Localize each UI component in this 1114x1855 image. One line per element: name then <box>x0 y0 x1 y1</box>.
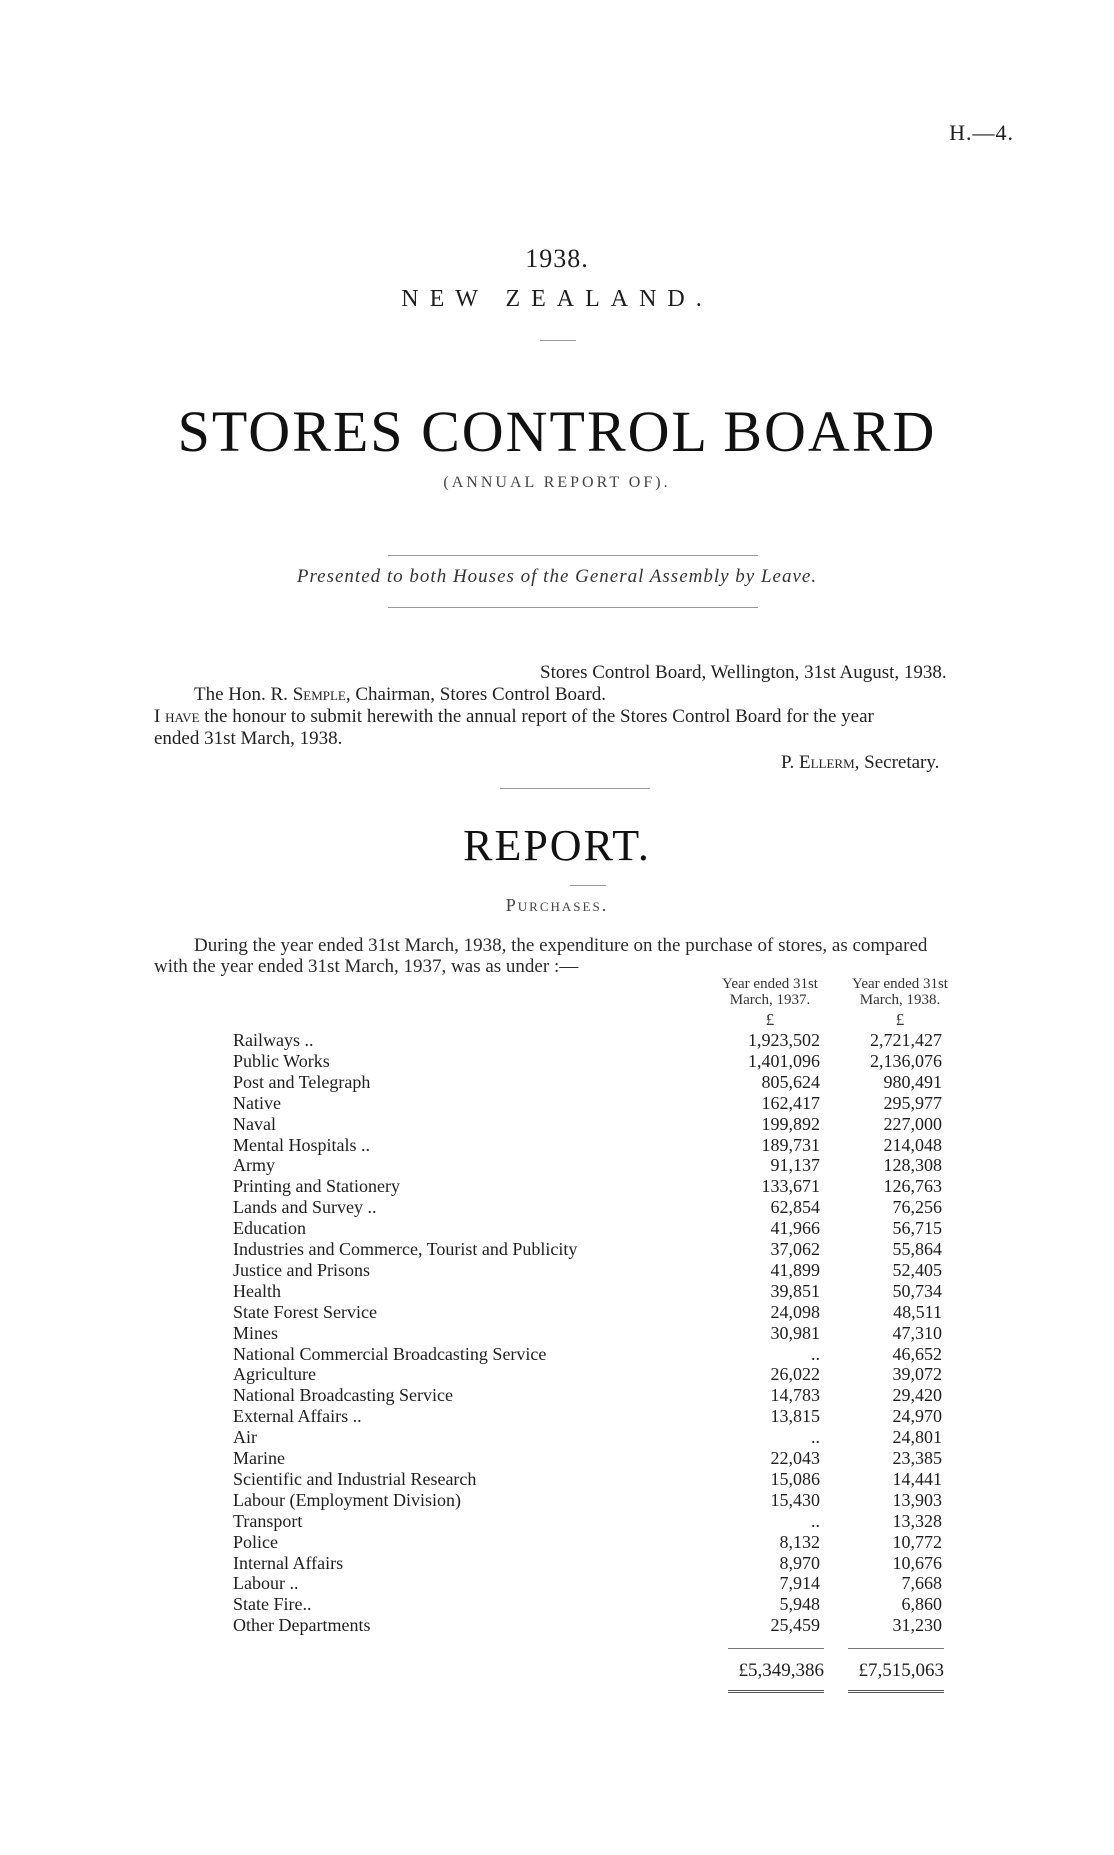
table-row <box>0 1406 1114 1427</box>
department-name: State Forest Service <box>233 1301 377 1322</box>
table-row <box>0 1573 1114 1594</box>
table-row <box>0 1197 1114 1218</box>
value-1938: 56,715 <box>892 1218 942 1239</box>
addressee-prefix: The Hon. R. <box>194 684 288 705</box>
table-row <box>0 1385 1114 1406</box>
table-row <box>0 1469 1114 1490</box>
value-1937: 8,132 <box>779 1531 820 1552</box>
department-name: External Affairs .. <box>233 1406 362 1427</box>
table-row <box>0 1448 1114 1469</box>
value-1938: 13,903 <box>892 1489 942 1510</box>
value-1937: 39,851 <box>770 1280 820 1301</box>
double-rule-1937 <box>728 1690 824 1693</box>
department-name: Mental Hospitals .. <box>233 1134 370 1155</box>
value-1937: 91,137 <box>770 1155 820 1176</box>
table-row <box>0 1155 1114 1176</box>
department-name: Post and Telegraph <box>233 1071 371 1092</box>
table-row <box>0 1030 1114 1051</box>
page-reference: H.—4. <box>949 120 1014 145</box>
letter-dateline: Stores Control Board, Wellington, 31st August, 1938. <box>540 662 947 683</box>
value-1938: 980,491 <box>883 1071 942 1092</box>
publication-year: 1938. <box>525 244 589 273</box>
value-1937: 37,062 <box>770 1239 820 1259</box>
department-name: National Commercial Broadcasting Service <box>233 1343 547 1364</box>
value-1938: 23,385 <box>892 1448 942 1468</box>
table-row <box>0 1594 1114 1615</box>
report-heading: REPORT. <box>463 821 651 870</box>
department-name: Agriculture <box>233 1364 316 1385</box>
country-heading: NEW ZEALAND. <box>401 286 713 312</box>
intro-line-2: with the year ended 31st March, 1937, was as under :— <box>154 956 579 977</box>
value-1937: 1,923,502 <box>748 1030 820 1050</box>
table-row <box>0 1323 1114 1344</box>
table-row <box>0 1553 1114 1574</box>
value-1938: 46,652 <box>892 1343 942 1364</box>
value-1937: .. <box>811 1343 820 1364</box>
value-1937: 26,022 <box>770 1364 820 1385</box>
value-1937: 7,914 <box>779 1573 820 1594</box>
total-rule-1938 <box>848 1648 944 1649</box>
department-name: Public Works <box>233 1050 330 1071</box>
department-name: Labour .. <box>233 1573 299 1594</box>
table-row <box>0 1114 1114 1135</box>
value-1937: 133,671 <box>761 1176 820 1197</box>
value-1937: 13,815 <box>770 1406 820 1427</box>
value-1938: 126,763 <box>883 1176 942 1197</box>
department-name: Printing and Stationery <box>233 1176 400 1197</box>
table-row <box>0 1615 1114 1636</box>
letter-addressee <box>194 684 606 706</box>
total-1937: £5,349,386 <box>738 1660 824 1681</box>
value-1938: 14,441 <box>892 1468 942 1489</box>
table-row <box>0 1532 1114 1553</box>
table-row <box>0 1344 1114 1365</box>
table-row <box>0 1176 1114 1197</box>
department-name: Other Departments <box>233 1615 371 1636</box>
value-1938: 13,328 <box>892 1510 942 1531</box>
table-row <box>0 1093 1114 1114</box>
department-name: National Broadcasting Service <box>233 1385 453 1406</box>
value-1938: 24,801 <box>892 1427 942 1448</box>
signature-prefix: P. <box>781 752 795 773</box>
value-1938: 227,000 <box>883 1113 942 1134</box>
department-name: Education <box>233 1218 306 1239</box>
value-1938: 76,256 <box>892 1197 942 1218</box>
table-row <box>0 1302 1114 1323</box>
value-1938: 52,405 <box>892 1259 942 1280</box>
signature-suffix: , Secretary. <box>854 752 940 773</box>
value-1937: 30,981 <box>770 1322 820 1343</box>
value-1937: 5,948 <box>779 1594 820 1615</box>
department-name: Army <box>233 1155 275 1176</box>
department-name: Labour (Employment Division) <box>233 1489 461 1510</box>
divider <box>540 340 576 341</box>
value-1938: 10,772 <box>892 1531 942 1552</box>
value-1937: 805,624 <box>761 1071 820 1092</box>
table-row <box>0 1218 1114 1239</box>
department-name: Transport <box>233 1510 303 1531</box>
table-row <box>0 1072 1114 1093</box>
department-name: Internal Affairs <box>233 1552 344 1573</box>
value-1938: 214,048 <box>883 1134 942 1155</box>
department-name: Native <box>233 1092 281 1113</box>
column-header-1937-line-2: March, 1937. <box>729 992 811 1008</box>
value-1937: .. <box>811 1427 820 1448</box>
value-1937: 15,086 <box>770 1468 820 1489</box>
letter-signature <box>781 752 939 774</box>
signature-name: Ellerm <box>798 752 855 773</box>
currency-label-1938: £ <box>895 1010 905 1029</box>
value-1937: 14,783 <box>770 1385 820 1406</box>
letter-body-text: the honour to submit herewith the annual report of the Stores Control Board for the year <box>199 706 874 727</box>
value-1937: 41,966 <box>770 1218 820 1239</box>
value-1937: 1,401,096 <box>748 1050 820 1071</box>
table-row <box>0 1281 1114 1302</box>
value-1937: 24,098 <box>770 1301 820 1322</box>
department-name: Industries and Commerce, Tourist and Publicity <box>233 1239 578 1259</box>
value-1938: 50,734 <box>892 1280 942 1301</box>
table-row <box>0 1427 1114 1448</box>
column-header-1938 <box>840 976 960 1008</box>
table-row <box>0 1239 1114 1260</box>
value-1938: 2,136,076 <box>870 1050 942 1071</box>
column-header-1938-line-1: Year ended 31st <box>852 976 948 992</box>
department-name: Justice and Prisons <box>233 1259 370 1280</box>
value-1937: 41,899 <box>770 1259 820 1280</box>
value-1937: 22,043 <box>770 1448 820 1468</box>
value-1938: 31,230 <box>892 1615 942 1636</box>
value-1938: 29,420 <box>892 1385 942 1406</box>
table-row <box>0 1135 1114 1156</box>
addressee-name: Semple <box>292 684 346 705</box>
total-rule-1937 <box>728 1648 824 1649</box>
divider <box>388 607 758 608</box>
value-1937: 25,459 <box>770 1615 820 1636</box>
table-row <box>0 1490 1114 1511</box>
department-name: Naval <box>233 1113 276 1134</box>
presentation-note: Presented to both Houses of the General Assembly by Leave. <box>296 566 818 587</box>
value-1938: 7,668 <box>901 1573 942 1594</box>
value-1938: 39,072 <box>892 1364 942 1385</box>
section-heading: Purchases. <box>505 895 609 915</box>
letter-body-lead: I have <box>154 706 200 727</box>
department-name: Health <box>233 1280 281 1301</box>
department-name: Police <box>233 1531 278 1552</box>
value-1938: 47,310 <box>892 1322 942 1343</box>
column-header-1937-line-1: Year ended 31st <box>722 976 818 992</box>
divider <box>570 885 606 886</box>
value-1937: 199,892 <box>761 1113 820 1134</box>
value-1938: 10,676 <box>892 1552 942 1573</box>
letter-body-line-1 <box>154 706 1034 728</box>
department-name: Scientific and Industrial Research <box>233 1468 477 1489</box>
value-1938: 48,511 <box>893 1301 942 1322</box>
column-header-1937 <box>710 976 830 1008</box>
table-row <box>0 1051 1114 1072</box>
value-1938: 24,970 <box>892 1406 942 1427</box>
document-subtitle: (ANNUAL REPORT OF). <box>443 474 671 491</box>
table-row <box>0 1511 1114 1532</box>
intro-line-1: During the year ended 31st March, 1938, the expenditure on the purchase of stores, as compared <box>194 935 928 956</box>
department-name: Lands and Survey .. <box>233 1197 377 1218</box>
addressee-suffix: , Chairman, Stores Control Board. <box>345 684 607 705</box>
value-1937: 62,854 <box>770 1197 820 1218</box>
divider <box>500 788 650 789</box>
divider <box>388 555 758 556</box>
total-1938: £7,515,063 <box>858 1660 944 1681</box>
value-1938: 128,308 <box>883 1155 942 1176</box>
value-1938: 55,864 <box>892 1239 942 1259</box>
column-header-1938-line-2: March, 1938. <box>859 992 941 1008</box>
document-title: STORES CONTROL BOARD <box>177 399 937 464</box>
double-rule-1938 <box>848 1690 944 1693</box>
value-1938: 295,977 <box>883 1092 942 1113</box>
currency-label-1937: £ <box>765 1010 775 1029</box>
department-name: Air <box>233 1427 257 1448</box>
department-name: Mines <box>233 1322 278 1343</box>
table-row <box>0 1364 1114 1385</box>
value-1938: 6,860 <box>901 1594 942 1615</box>
value-1937: 162,417 <box>761 1092 820 1113</box>
department-name: Marine <box>233 1448 285 1468</box>
value-1937: 8,970 <box>779 1552 820 1573</box>
value-1938: 2,721,427 <box>870 1030 942 1050</box>
table-row <box>0 1260 1114 1281</box>
letter-body-line-2: ended 31st March, 1938. <box>154 728 343 749</box>
department-name: Railways .. <box>233 1030 314 1050</box>
value-1937: 15,430 <box>770 1489 820 1510</box>
department-name: State Fire.. <box>233 1594 312 1615</box>
value-1937: .. <box>811 1510 820 1531</box>
value-1937: 189,731 <box>761 1134 820 1155</box>
